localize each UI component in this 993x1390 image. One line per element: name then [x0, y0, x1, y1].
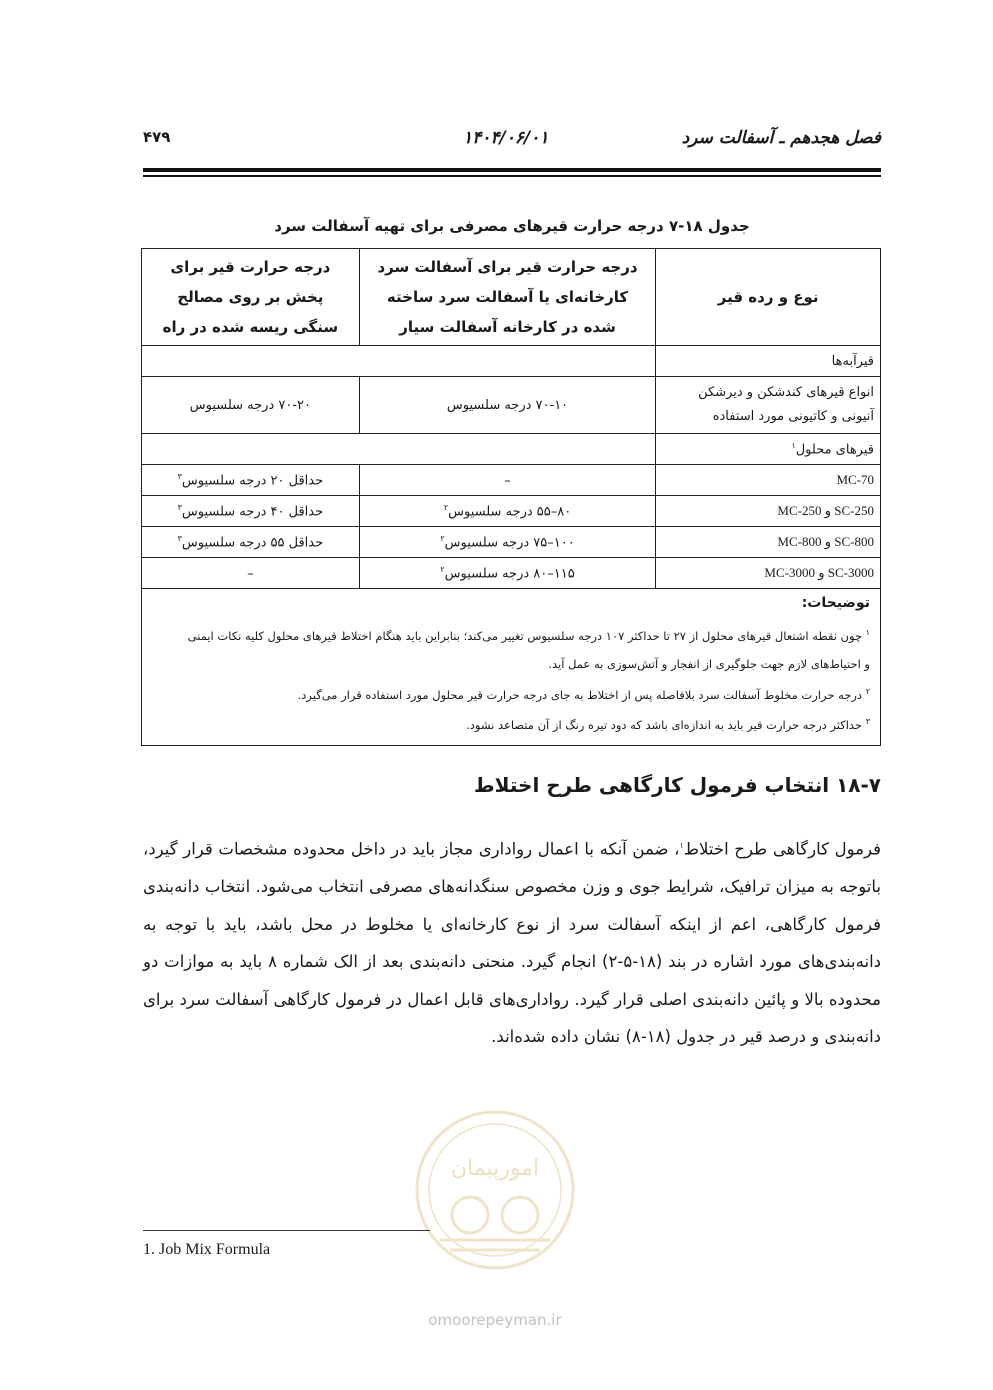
col-header-plant: درجه حرارت قیر برای آسفالت سرد کارخانه‌ای یا آسفالت سرد ساخته شده در کارخانه آسفالت سیار [359, 249, 656, 346]
watermark-site: omoorepeyman.ir [428, 1311, 562, 1329]
cell-plant: ۱۰۰–۷۵ درجه سلسیوس$^۲$ [359, 527, 656, 558]
table-row [142, 496, 881, 527]
cell-road: حداقل ۴۰ درجه سلسیوس$^۳$ [142, 496, 360, 527]
logo-gear-icon [452, 1197, 488, 1233]
footnote-ref: ۱ [679, 841, 684, 850]
cell-road: ۷۰-۲۰ درجه سلسیوس [142, 377, 360, 434]
notes-row [142, 589, 881, 746]
logo-gear-icon [502, 1197, 538, 1233]
body-paragraph: فرمول کارگاهی طرح اختلاط$^۱$، ضمن آنکه با اعمال رواداری مجاز باید در داخل محدوده مشخصات قرار گیرد، باتوجه به میزان ترافیک، شرایط جوی و وزن مخصوص سنگدانه‌های مصرفی انتخاب می‌شود. انتخاب دانه‌بندی فرمول کارگاهی، اعم از اینکه آسفالت سرد از نوع کارخانه‌ای یا مخلوط در محل باشد، باید با توجه به دانه‌بندی‌های مورد اشاره در بند (۱۸-۵-۲) انجام گیرد. منحنی دانه‌بندی بعد از الک شماره ۸ باید به موازات دو محدوده بالا و پائین دانه‌بندی اصلی قرار گیرد. رواداری‌های قابل اعمال در فرمول کارگاهی آسفالت سرد برای دانه‌بندی و درصد قیر در جدول (۱۸-۸) نشان داده شده‌اند. [143, 839, 882, 1046]
note-line: $^۲$ درجه حرارت مخلوط آسفالت سرد بلافاصله پس از اختلاط به جای درجه حرارت قیر محلول مورد استفاده قرار می‌گیرد. [297, 686, 870, 702]
table-row [142, 558, 881, 589]
col-header-road: درجه حرارت قیر برای پخش بر روی مصالح سنگی ریسه شده در راه [142, 249, 360, 346]
cell-type: SC-250 و MC-250 [656, 496, 881, 527]
cell-road: حداقل ۲۰ درجه سلسیوس$^۳$ [142, 465, 360, 496]
header-rule-thin [143, 175, 881, 177]
watermark-logo [400, 1100, 590, 1335]
page-number: ۴۷۹ [143, 128, 171, 146]
table-row [142, 527, 881, 558]
table-caption: جدول ۱۸-۷ درجه حرارت قیرهای مصرفی برای تهیه آسفالت سرد [274, 217, 750, 235]
group-label: قیرآبه‌ها [656, 346, 881, 377]
section-heading: ۱۸-۷ انتخاب فرمول کارگاهی طرح اختلاط [473, 773, 881, 797]
table-header-row [142, 249, 881, 346]
note-line: $^۳$ حداکثر درجه حرارت قیر باید به اندازه‌ای باشد که دود تیره رنگ از آن متصاعد نشود. [466, 717, 870, 733]
table-row [142, 377, 881, 434]
note-line: $^۱$ چون نقطه اشتعال قیرهای محلول از ۲۷ تا حداکثر ۱۰۷ درجه سلسیوس تغییر می‌کند؛ بنابراین باید هنگام اختلاط قیرهای محلول کلیه نکات ایمنی [187, 627, 870, 643]
logo-inner-ring [429, 1124, 561, 1256]
cell-type: انواع قیرهای کندشکن و دیرشکن آنیونی و کاتیونی مورد استفاده [656, 377, 881, 434]
notes-title: توضیحات: [801, 594, 870, 611]
note-line: و احتیاط‌های لازم جهت جلوگیری از انفجار و آتش‌سوزی به عمل آید. [548, 656, 870, 671]
header-date: ۱۴۰۴/۰۶/۰۱ [463, 128, 549, 148]
footnote-rule [143, 1230, 430, 1231]
chapter-title: فصل هجدهم ـ آسفالت سرد [681, 128, 881, 148]
watermark-logo-text: امورپیمان [450, 1156, 540, 1181]
footnote: 1. Job Mix Formula [143, 1241, 271, 1258]
page-header [143, 128, 881, 154]
logo-ring [417, 1112, 573, 1268]
group-row-cutbacks [142, 434, 881, 465]
logo-base [440, 1240, 550, 1250]
cell-plant: – [359, 465, 656, 496]
bitumen-temperature-table [141, 248, 881, 746]
cell-type: SC-800 و MC-800 [656, 527, 881, 558]
cell-plant: ۷۰-۱۰ درجه سلسیوس [359, 377, 656, 434]
cell-plant: ۱۱۵–۸۰ درجه سلسیوس$^۲$ [359, 558, 656, 589]
header-rule-thick [143, 168, 881, 172]
group-row-emulsions [142, 346, 881, 377]
cell-road: حداقل ۵۵ درجه سلسیوس$^۳$ [142, 527, 360, 558]
cell-road: – [142, 558, 360, 589]
table-row [142, 465, 881, 496]
col-header-type: نوع و رده قیر [656, 249, 881, 346]
group-label: قیرهای محلول$^۱$ [656, 434, 881, 465]
cell-type: MC-70 [656, 465, 881, 496]
cell-type: SC-3000 و MC-3000 [656, 558, 881, 589]
cell-plant: ۸۰–۵۵ درجه سلسیوس$^۲$ [359, 496, 656, 527]
